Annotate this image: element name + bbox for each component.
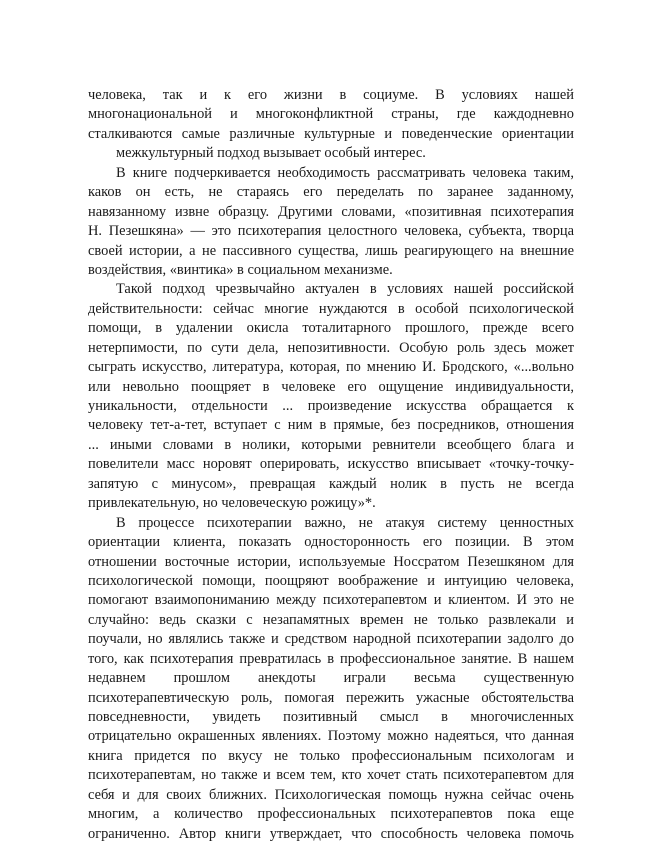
text-line: каков он есть, не стараясь его переделать по заранее заданному, (88, 184, 574, 201)
text-line: человека, так и к его жизни в социуме. В условиях нашей (88, 87, 574, 103)
text-line: психологической помощи, поощряют воображение и интуицию человека, (88, 572, 574, 589)
text-line: отрицательно окрашенных явлениях. Поэтому можно надеяться, что данная (88, 728, 574, 745)
text-line: психотерапевтам, но также и всем тем, кто хочет стать психотерапевтом для (88, 767, 574, 784)
paragraph (88, 164, 574, 281)
text-line: сыграть искусство, литература, которая, по мнению И. Бродского, «...вольно (88, 359, 574, 376)
text-line: повседневности, увидеть позитивный смысл в многочисленных (88, 709, 574, 725)
paragraph (88, 86, 574, 164)
text-line: межкультурный подход вызывает особый интерес. (116, 145, 426, 162)
text-line: ограниченно. Автор книги утверждает, что способность человека помочь (88, 825, 574, 842)
text-line: ... иными словами в нолики, которыми ревнители всеобщего блага и (88, 436, 574, 453)
text-line: отношении восточные истории, используемые Носсратом Пезешкяном для (88, 553, 574, 570)
paragraph (88, 514, 574, 844)
text-line: случайно: ведь сказки с незапамятных времен не только развлекали и (88, 611, 574, 628)
text-line: В процессе психотерапии важно, не атакуя систему ценностных (116, 514, 574, 531)
text-line: недавнем прошлом анекдоты играли весьма существенную (88, 670, 574, 687)
text-line: своей истории, а не пассивного существа, лишь реагирующего на внешние (88, 242, 574, 259)
text-line: привлекательную, но человеческую рожицу»*. (88, 495, 376, 512)
text-line: психотерапевтическую роль, помогая пережить ужасные обстоятельства (88, 689, 574, 706)
text-line: себя и для своих ближних. Психологическая помощь нужна сейчас очень (88, 786, 574, 803)
text-line: многонациональной и многоконфликтной страны, где каждодневно (88, 106, 574, 123)
text-line: многим, а количество профессиональных психотерапевтов пока еще (88, 806, 574, 823)
text-line: нетерпимости, по сути дела, непозитивности. Особую роль здесь может (88, 339, 574, 356)
text-line: человеку тет-а-тет, вступает с ним в прямые, без посредников, отношения (88, 417, 574, 434)
paragraph (88, 280, 574, 513)
text-line: книга придется по вкусу не только профессиональным психологам и (88, 747, 574, 764)
text-line: повелители масс норовят оперировать, искусство вписывает «точку-точку- (88, 456, 574, 473)
document-page (88, 86, 574, 844)
text-line: В книге подчеркивается необходимость рассматривать человека таким, (116, 164, 574, 181)
text-line: поучали, но являлись также и средством народной психотерапии задолго до (88, 631, 574, 648)
text-line: запятую с минусом», превращая каждый нолик в пусть не всегда (88, 475, 574, 492)
text-line: действительности: сейчас многие нуждаются в особой психологической (88, 300, 574, 317)
text-line: ориентации клиента, показать односторонность его позиции. В этом (88, 534, 574, 551)
text-line: Такой подход чрезвычайно актуален в условиях нашей российской (116, 281, 574, 298)
text-line: помогают взаимопониманию между психотерапевтом и клиентом. И это не (88, 592, 574, 609)
text-line: уникальности, отдельности ... произведение искусства обращается к (88, 398, 574, 414)
text-line: навязанному извне образцу. Другими словами, «позитивная психотерапия (88, 203, 574, 220)
text-line: или невольно поощряет в человеке его ощущение индивидуальности, (88, 378, 574, 395)
text-line: сталкиваются самые различные культурные и поведенческие ориентации (88, 125, 574, 142)
text-line: Н. Пезешкяна» — это психотерапия целостного человека, субъекта, творца (88, 223, 574, 240)
text-line: помощи, в удалении окисла тоталитарного прошлого, прежде всего (88, 320, 574, 337)
text-line: воздействия, «винтика» в социальном механизме. (88, 261, 393, 278)
document-body (88, 86, 574, 844)
text-line: того, как психотерапия превратилась в профессиональное занятие. В нашем (88, 650, 574, 667)
